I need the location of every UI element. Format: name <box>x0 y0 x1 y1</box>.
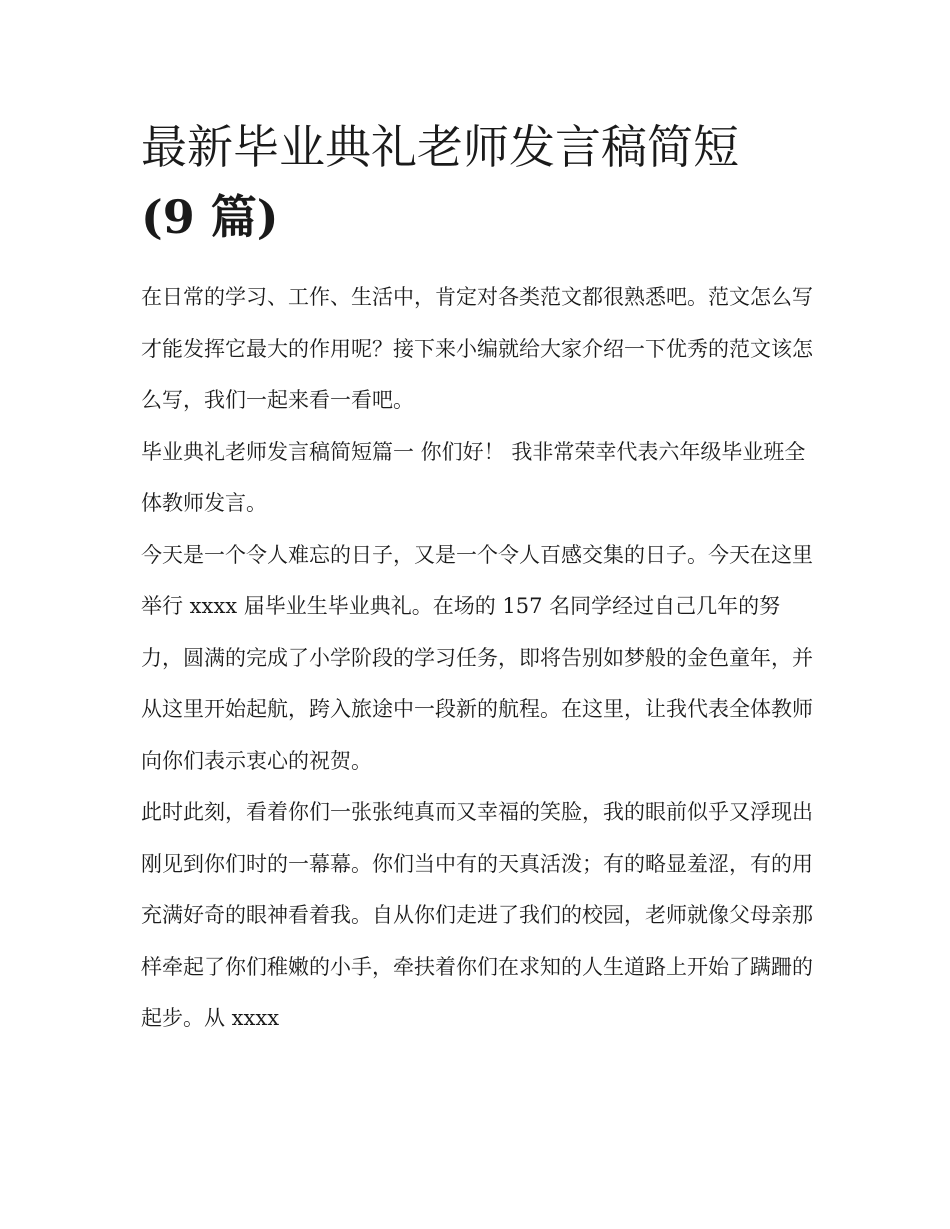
paragraph-intro: 在日常的学习、工作、生活中，肯定对各类范文都很熟悉吧。范文怎么写才能发挥它最大的作用呢？接下来小编就给大家介绍一下优秀的范文该怎么写，我们一起来看一看吧。 <box>141 285 813 412</box>
document-content <box>141 112 821 1045</box>
title-line-1: 最新毕业典礼老师发言稿简短 <box>141 120 739 174</box>
document-title <box>141 112 821 252</box>
paragraph-memories: 此时此刻，看着你们一张张纯真而又幸福的笑脸，我的眼前似乎又浮现出刚见到你们时的一幕幕。你们当中有的天真活泼；有的略显羞涩，有的用充满好奇的眼神看着我。自从你们走进了我们的校园，老师就像父母亲那样牵起了你们稚嫩的小手，牵扶着你们在求知的人生道路上开始了蹒跚的起步。从 xxxx <box>141 800 813 1030</box>
document-body <box>141 272 821 1045</box>
paragraph-ceremony: 今天是一个令人难忘的日子，又是一个令人百感交集的日子。今天在这里举行 xxxx 届毕业生毕业典礼。在场的 157 名同学经过自己几年的努力，圆满的完成了小学阶段的学习任务，即将告别如梦般的金色童年，并从这里开始起航，跨入旅途中一段新的航程。在这里，让我代表全体教师向你们表示衷心的祝贺。 <box>141 542 813 773</box>
paragraph-greeting: 毕业典礼老师发言稿简短篇一 你们好！ 我非常荣幸代表六年级毕业班全体教师发言。 <box>141 439 806 515</box>
title-line-2: (9 篇) <box>141 190 279 244</box>
